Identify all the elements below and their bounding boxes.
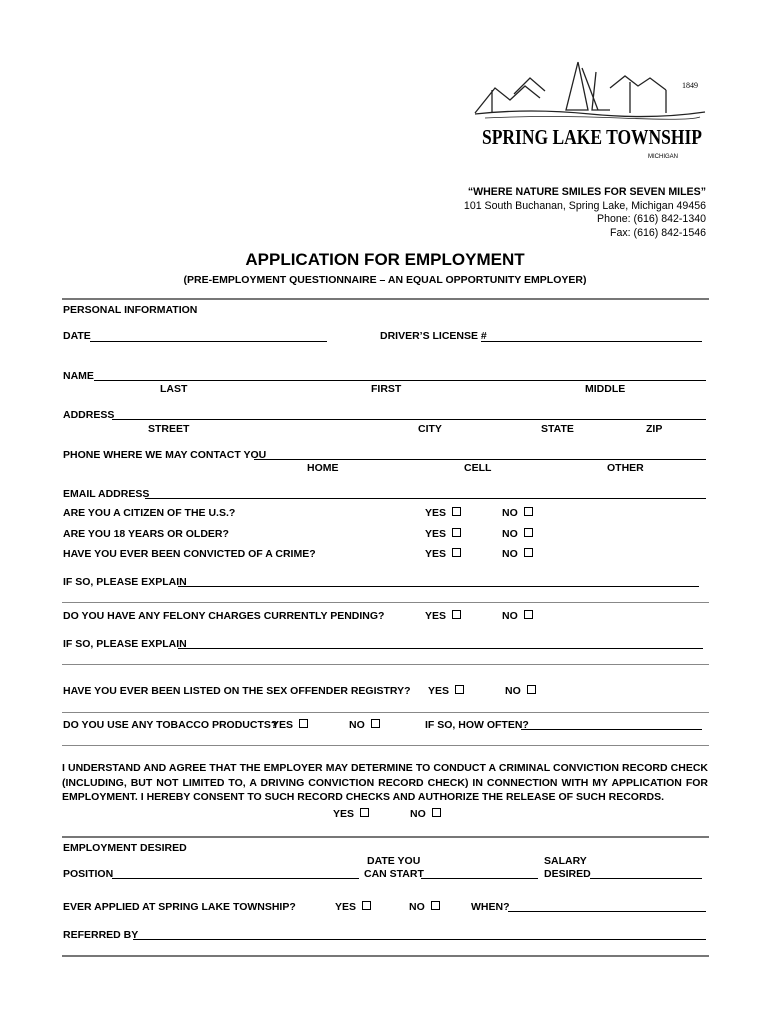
checkbox[interactable] <box>524 507 533 516</box>
home-caption: HOME <box>307 462 339 474</box>
email-field[interactable] <box>145 498 706 499</box>
no-label: NO <box>502 528 518 540</box>
no-label: NO <box>502 507 518 519</box>
street-address: 101 South Buchanan, Spring Lake, Michigan 49456 <box>463 199 706 212</box>
crime-explain-label: IF SO, PLEASE EXPLAIN <box>63 576 187 588</box>
date-label: DATE <box>63 330 91 342</box>
tobacco-howoften-label: IF SO, HOW OFTEN? <box>425 719 529 731</box>
logo-state: MICHIGAN <box>648 154 678 160</box>
salary-label-line1: SALARY <box>544 855 587 867</box>
start-date-label-line2: CAN START <box>364 868 424 880</box>
felony-no[interactable] <box>502 610 533 622</box>
yes-label: YES <box>425 610 447 622</box>
no-label: NO <box>505 685 521 697</box>
no-label: NO <box>349 719 365 731</box>
no-label: NO <box>502 610 518 622</box>
logo-name: SPRING LAKE TOWNSHIP <box>482 125 703 149</box>
page-title: APPLICATION FOR EMPLOYMENT <box>245 250 525 269</box>
yes-label: YES <box>333 808 355 820</box>
divider <box>62 602 709 603</box>
start-date-label-line1: DATE YOU <box>367 855 421 867</box>
registry-no[interactable] <box>505 685 536 697</box>
page-subtitle: (PRE-EMPLOYMENT QUESTIONNAIRE – AN EQUAL OPPORTUNITY EMPLOYER) <box>183 274 587 286</box>
fax-number: Fax: (616) 842-1546 <box>610 226 706 239</box>
crime-no[interactable] <box>502 548 533 560</box>
name-middle-caption: MIDDLE <box>585 383 626 395</box>
applied-question: EVER APPLIED AT SPRING LAKE TOWNSHIP? <box>63 901 296 913</box>
consent-paragraph: I UNDERSTAND AND AGREE THAT THE EMPLOYER MAY DETERMINE TO CONDUCT A CRIMINAL CONVICTION RECORD CHECK (INCLUDING, BUT NOT LIMITED TO, A DRIVING CONVICTION RECORD CHECK) IN CONNECTION WITH MY APPLICATION FOR EMPLOYMENT. I HEREBY CONSENT TO SUCH RECORD CHECKS AND AUTHORIZE THE RELEASE OF SUCH RECORDS. <box>62 762 708 803</box>
checkbox[interactable] <box>455 685 464 694</box>
divider <box>62 664 709 665</box>
crime-question: HAVE YOU EVER BEEN CONVICTED OF A CRIME? <box>63 548 316 560</box>
checkbox[interactable] <box>524 528 533 537</box>
checkbox[interactable] <box>452 507 461 516</box>
yes-label: YES <box>425 507 447 519</box>
no-label: NO <box>409 901 425 913</box>
cell-caption: CELL <box>464 462 492 474</box>
license-field[interactable] <box>481 341 702 342</box>
applied-when-label: WHEN? <box>471 901 510 913</box>
section-heading-personal: PERSONAL INFORMATION <box>63 304 198 316</box>
name-last-caption: LAST <box>160 383 188 395</box>
citizen-no[interactable] <box>502 507 533 519</box>
age-no[interactable] <box>502 528 533 540</box>
salary-label-line2: DESIRED <box>544 868 591 880</box>
tobacco-no[interactable] <box>349 719 380 731</box>
section-heading-employment: EMPLOYMENT DESIRED <box>63 842 187 854</box>
phone-number: Phone: (616) 842-1340 <box>597 213 706 225</box>
name-label: NAME <box>63 370 94 382</box>
divider <box>62 955 709 957</box>
checkbox[interactable] <box>452 610 461 619</box>
yes-label: YES <box>335 901 357 913</box>
address-label: ADDRESS <box>63 409 115 421</box>
no-label: NO <box>410 808 426 820</box>
address-block <box>464 186 706 240</box>
applied-yes[interactable] <box>335 901 371 913</box>
yes-label: YES <box>425 548 447 560</box>
phone-label: PHONE WHERE WE MAY CONTACT YOU <box>63 449 267 461</box>
township-logo <box>470 58 710 168</box>
applied-no[interactable] <box>409 901 440 913</box>
felony-yes[interactable] <box>425 610 461 622</box>
felony-question: DO YOU HAVE ANY FELONY CHARGES CURRENTLY PENDING? <box>63 610 385 622</box>
other-caption: OTHER <box>607 462 644 474</box>
age-yes[interactable] <box>425 528 461 540</box>
checkbox[interactable] <box>362 901 371 910</box>
consent-yes[interactable] <box>333 808 369 820</box>
name-first-caption: FIRST <box>371 383 402 395</box>
name-field[interactable] <box>94 380 706 381</box>
address-field[interactable] <box>112 419 706 420</box>
checkbox[interactable] <box>527 685 536 694</box>
checkbox[interactable] <box>371 719 380 728</box>
registry-question: HAVE YOU EVER BEEN LISTED ON THE SEX OFFENDER REGISTRY? <box>63 685 411 697</box>
felony-explain-field[interactable] <box>178 648 703 649</box>
zip-caption: ZIP <box>646 423 663 435</box>
logo-year: 1849 <box>682 81 698 90</box>
checkbox[interactable] <box>299 719 308 728</box>
citizen-yes[interactable] <box>425 507 461 519</box>
citizen-question: ARE YOU A CITIZEN OF THE U.S.? <box>63 507 236 519</box>
checkbox[interactable] <box>452 528 461 537</box>
checkbox[interactable] <box>524 610 533 619</box>
divider <box>62 712 709 713</box>
yes-label: YES <box>272 719 294 731</box>
start-date-field[interactable] <box>421 878 538 879</box>
motto: “WHERE NATURE SMILES FOR SEVEN MILES” <box>467 186 706 198</box>
salary-field[interactable] <box>590 878 702 879</box>
no-label: NO <box>502 548 518 560</box>
registry-yes[interactable] <box>428 685 464 697</box>
checkbox[interactable] <box>524 548 533 557</box>
tobacco-yes[interactable] <box>272 719 308 731</box>
felony-explain-label: IF SO, PLEASE EXPLAIN <box>63 638 187 650</box>
position-field[interactable] <box>112 878 359 879</box>
email-label: EMAIL ADDRESS <box>63 488 150 500</box>
tobacco-question: DO YOU USE ANY TOBACCO PRODUCTS? <box>63 719 278 731</box>
phone-field[interactable] <box>254 459 706 460</box>
crime-yes[interactable] <box>425 548 461 560</box>
city-caption: CITY <box>418 423 442 435</box>
applied-when-field[interactable] <box>508 911 706 912</box>
date-field[interactable] <box>90 341 327 342</box>
license-label: DRIVER’S LICENSE # <box>380 330 487 342</box>
position-label: POSITION <box>63 868 114 880</box>
divider <box>62 298 709 300</box>
divider <box>62 836 709 838</box>
yes-label: YES <box>425 528 447 540</box>
referred-field[interactable] <box>133 939 706 940</box>
referred-label: REFERRED BY <box>63 929 139 941</box>
crime-explain-field[interactable] <box>178 586 699 587</box>
checkbox[interactable] <box>360 808 369 817</box>
state-caption: STATE <box>541 423 574 435</box>
consent-no[interactable] <box>410 808 441 820</box>
tobacco-howoften-field[interactable] <box>521 729 702 730</box>
checkbox[interactable] <box>431 901 440 910</box>
checkbox[interactable] <box>432 808 441 817</box>
street-caption: STREET <box>148 423 190 435</box>
yes-label: YES <box>428 685 450 697</box>
divider <box>62 745 709 746</box>
age-question: ARE YOU 18 YEARS OR OLDER? <box>63 528 229 540</box>
checkbox[interactable] <box>452 548 461 557</box>
